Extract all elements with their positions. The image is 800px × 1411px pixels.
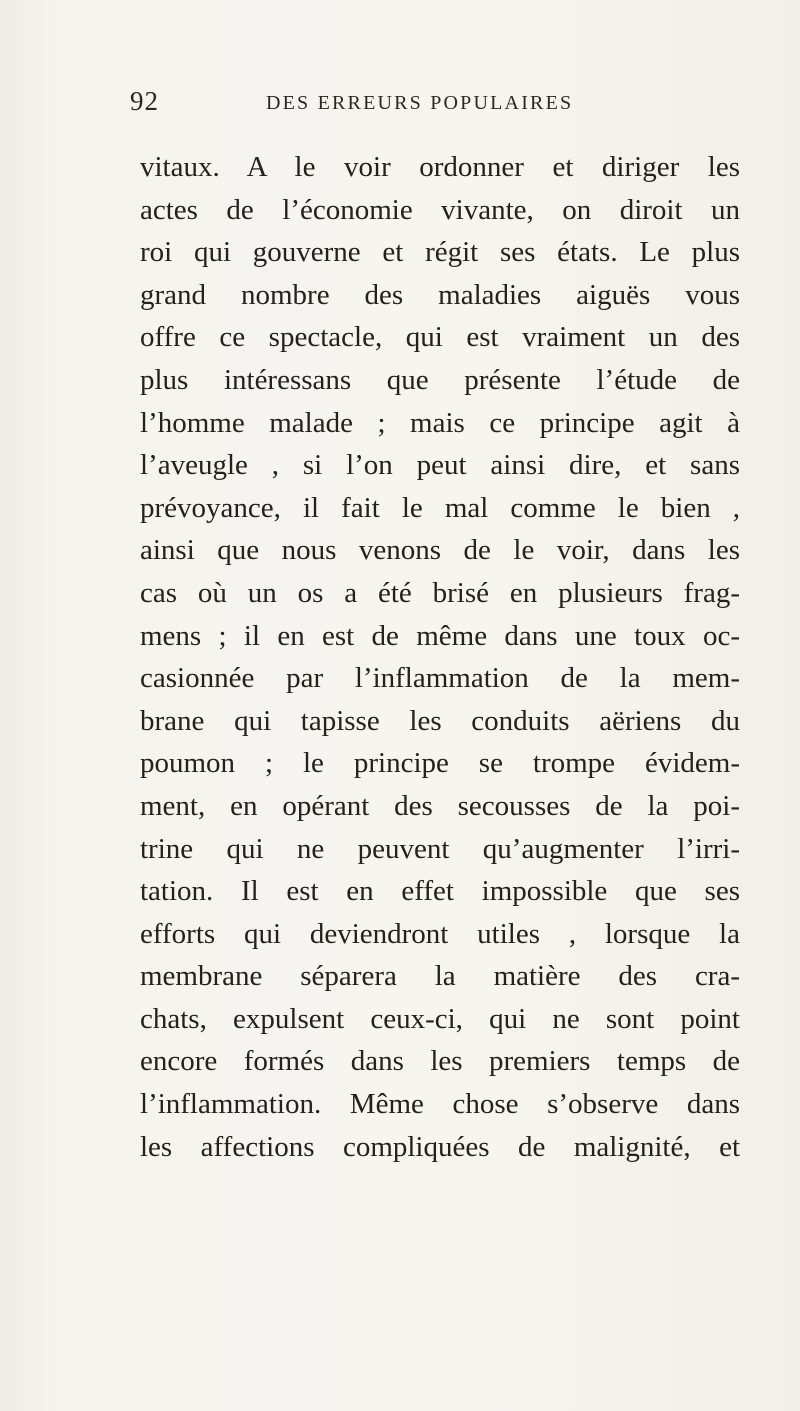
text-line: poumon ; le principe se trompe évidem-: [140, 747, 740, 780]
page-number: 92: [130, 86, 159, 116]
body-text: [140, 146, 740, 1168]
text-line: efforts qui deviendront utiles , lorsque la: [140, 917, 740, 950]
text-line: encore formés dans les premiers temps de: [140, 1045, 740, 1078]
text-line: offre ce spectacle, qui est vraiment un des: [140, 321, 740, 354]
text-line: vitaux. A le voir ordonner et diriger les: [140, 151, 740, 183]
text-line: membrane séparera la matière des cra-: [140, 960, 740, 993]
text-line: ainsi que nous venons de le voir, dans les: [140, 534, 740, 567]
text-line: ment, en opérant des secousses de la poi-: [140, 789, 740, 822]
text-line: l’aveugle , si l’on peut ainsi dire, et sans: [140, 449, 740, 482]
text-line: les affections compliquées de malignité, et: [140, 1130, 740, 1163]
text-line: l’inflammation. Même chose s’observe dans: [140, 1088, 740, 1121]
running-head: [130, 86, 730, 126]
text-line: casionnée par l’inflammation de la mem-: [140, 662, 740, 695]
running-title: DES ERREURS POPULAIRES: [266, 92, 574, 114]
text-line: chats, expulsent ceux-ci, qui ne sont point: [140, 1002, 740, 1035]
text-line: l’homme malade ; mais ce principe agit à: [140, 406, 740, 439]
text-line: mens ; il en est de même dans une toux oc-: [140, 619, 740, 652]
text-line: cas où un os a été brisé en plusieurs frag-: [140, 576, 740, 609]
text-line: brane qui tapisse les conduits aëriens du: [140, 704, 740, 737]
text-line: roi qui gouverne et régit ses états. Le plus: [140, 236, 740, 269]
text-line: prévoyance, il fait le mal comme le bien ,: [140, 491, 740, 524]
text-line: plus intéressans que présente l’étude de: [140, 363, 740, 396]
text-line: actes de l’économie vivante, on diroit un: [140, 193, 740, 226]
text-line: tation. Il est en effet impossible que ses: [140, 875, 740, 908]
text-line: grand nombre des maladies aiguës vous: [140, 278, 740, 311]
text-line: trine qui ne peuvent qu’augmenter l’irri-: [140, 832, 740, 865]
